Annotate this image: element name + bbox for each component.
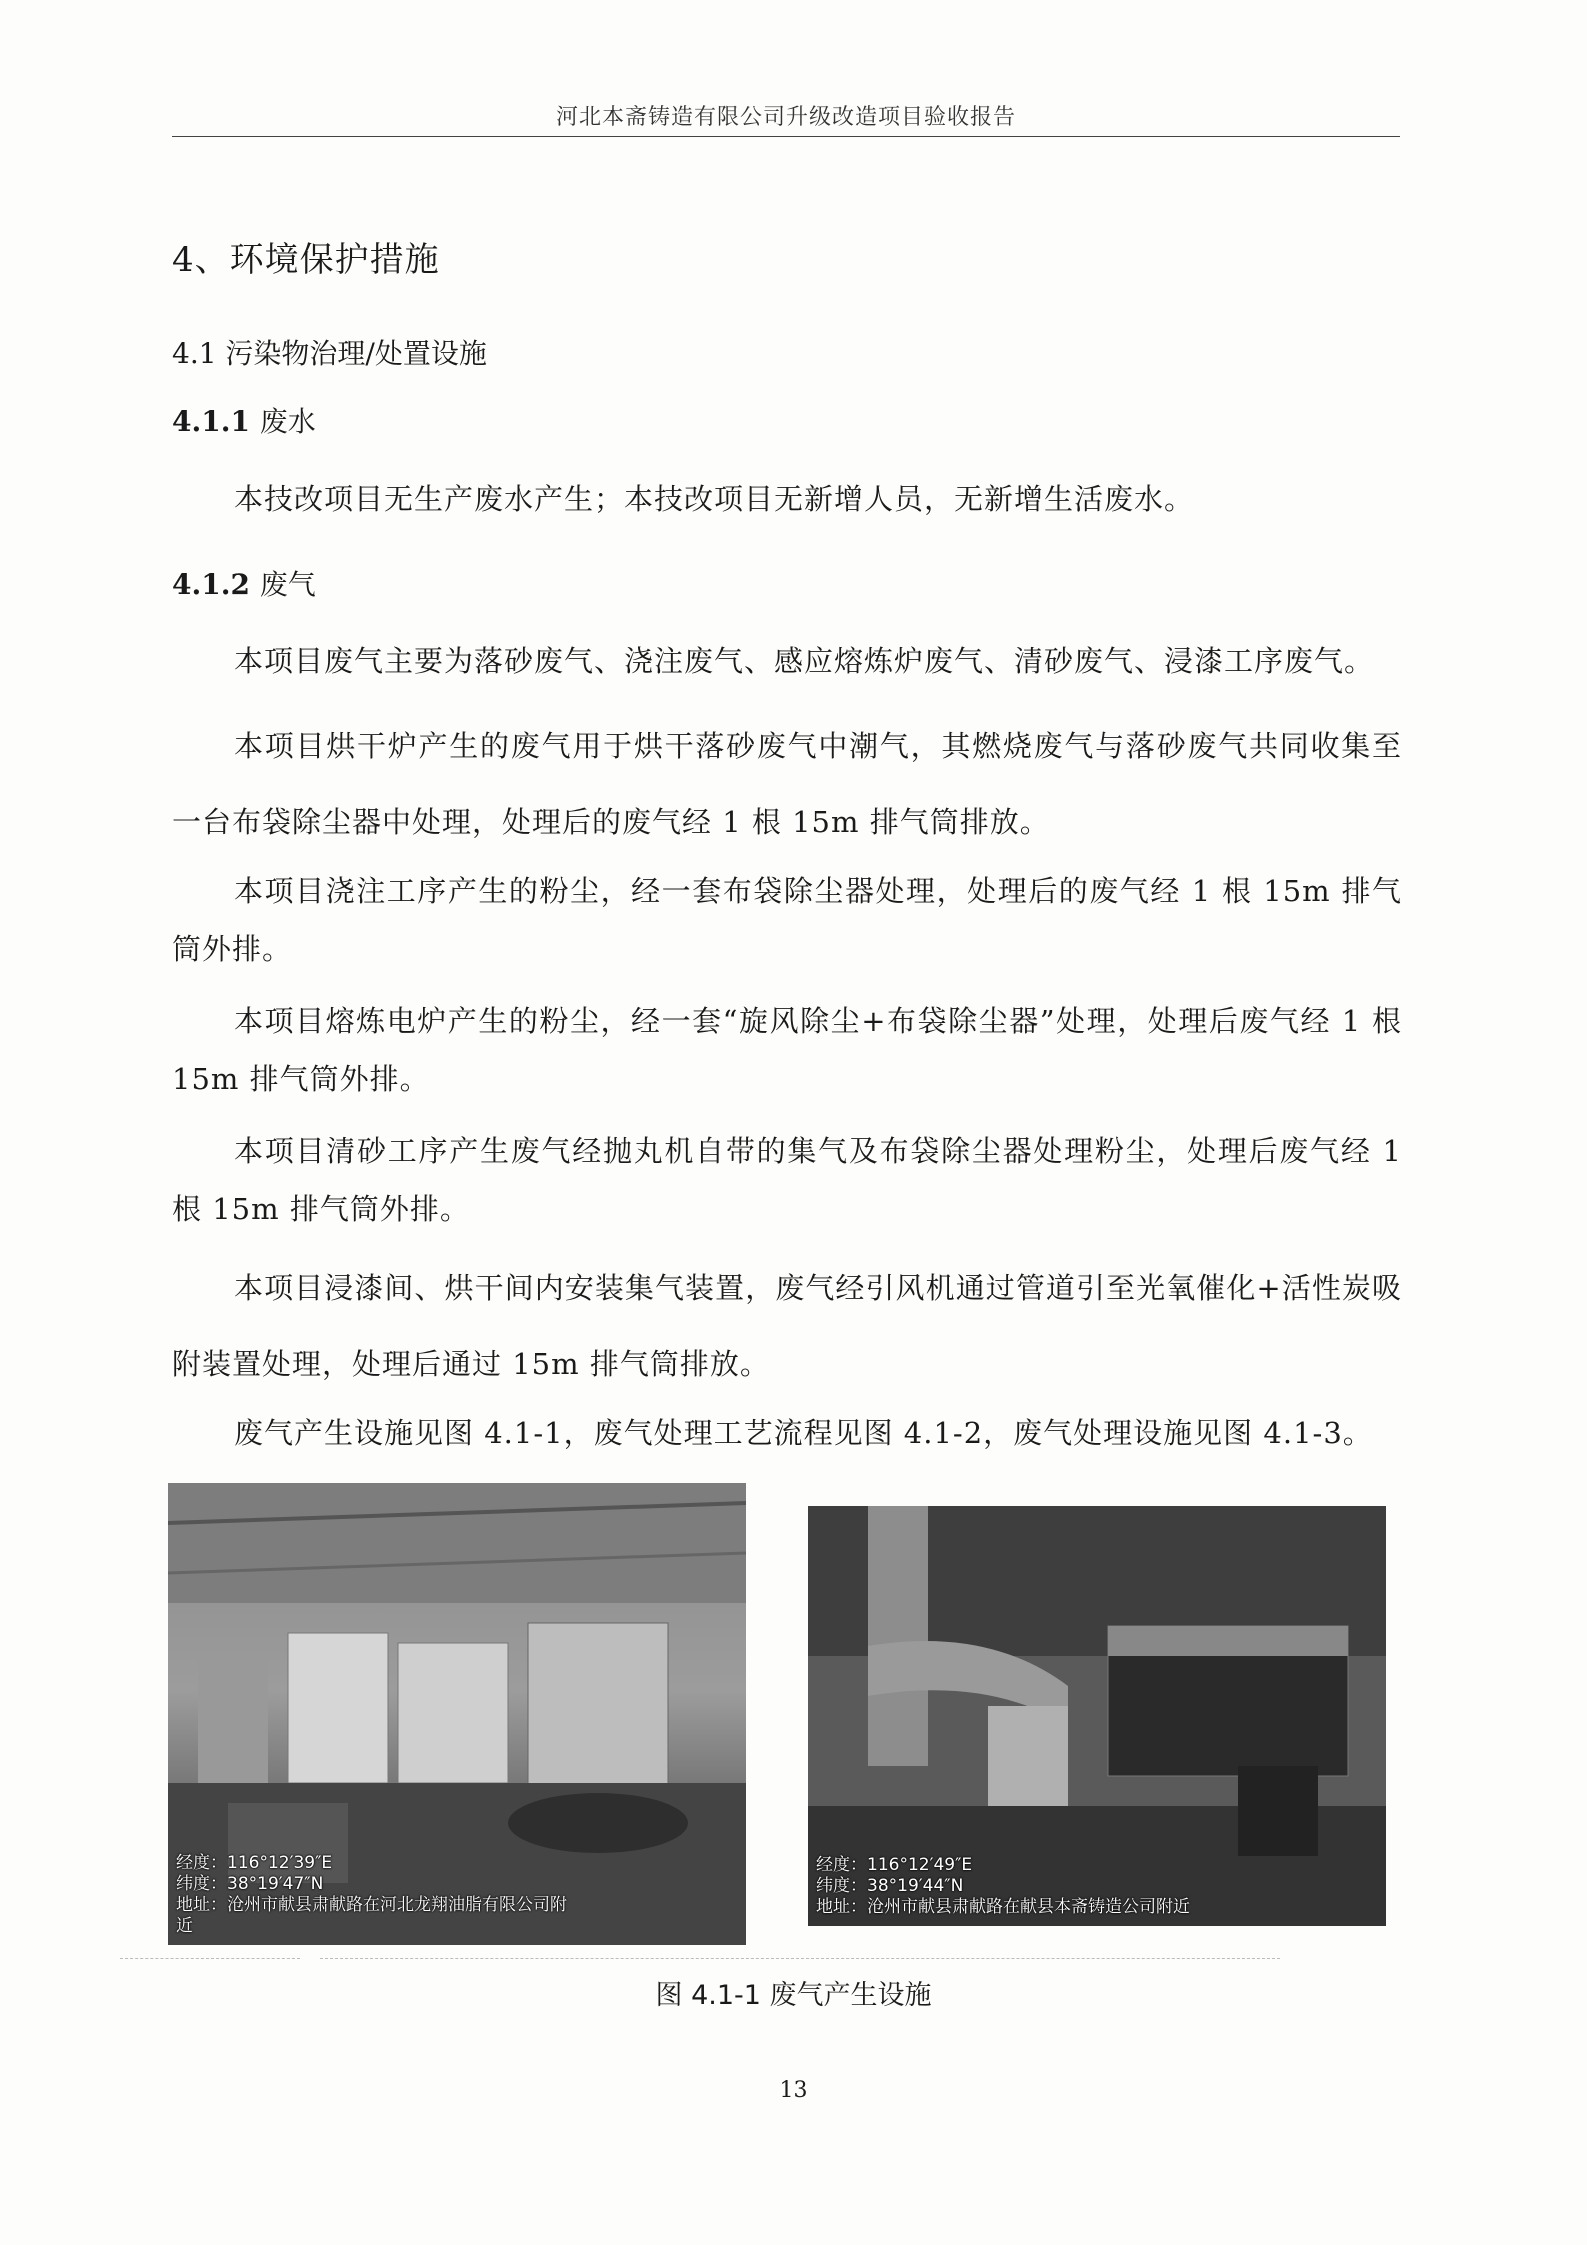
wastewater-heading bbox=[172, 400, 316, 440]
exhaust-number: 4.1.2 bbox=[172, 568, 250, 601]
exhaust-paragraph-3: 本项目浇注工序产生的粉尘，经一套布袋除尘器处理，处理后的废气经 1 根 15m 排气筒外排。 bbox=[172, 874, 1402, 966]
photo-longitude: 经度：116°12′39″E bbox=[176, 1853, 333, 1873]
page-number: 13 bbox=[779, 2078, 808, 2103]
exhaust-heading bbox=[172, 563, 316, 603]
photo-address: 地址：沧州市献县肃献路在河北龙翔油脂有限公司附 bbox=[176, 1895, 567, 1915]
photo-geo-caption bbox=[176, 1853, 567, 1937]
running-header: 河北本斋铸造有限公司升级改造项目验收报告 bbox=[555, 105, 1016, 130]
exhaust-paragraph-6: 本项目浸漆间、烘干间内安装集气装置，废气经引风机通过管道引至光氧催化+活性炭吸附装置处理，处理后通过 15m 排气筒排放。 bbox=[172, 1271, 1402, 1381]
exhaust-label: 废气 bbox=[259, 568, 316, 601]
subsection-title: 4.1 污染物治理/处置设施 bbox=[172, 337, 487, 370]
photo-latitude: 纬度：38°19′44″N bbox=[816, 1876, 964, 1896]
figure-caption: 图 4.1-1 废气产生设施 bbox=[655, 1980, 932, 2011]
photo-dust-collector bbox=[808, 1506, 1386, 1926]
photo-latitude: 纬度：38°19′47″N bbox=[176, 1874, 324, 1894]
wastewater-number: 4.1.1 bbox=[172, 405, 250, 438]
photo-address-cont: 近 bbox=[176, 1916, 193, 1936]
section-title: 4、环境保护措施 bbox=[172, 240, 440, 280]
exhaust-paragraph-7: 废气产生设施见图 4.1-1，废气处理工艺流程见图 4.1-2，废气处理设施见图 4.1-3。 bbox=[234, 1416, 1373, 1450]
scan-artifact-line bbox=[120, 1958, 300, 1959]
exhaust-paragraph-5: 本项目清砂工序产生废气经抛丸机自带的集气及布袋除尘器处理粉尘，处理后废气经 1 根 15m 排气筒外排。 bbox=[172, 1134, 1402, 1226]
photo-furnace-workshop bbox=[168, 1483, 746, 1945]
exhaust-paragraph-1: 本项目废气主要为落砂废气、浇注废气、感应熔炼炉废气、清砂废气、浸漆工序废气。 bbox=[234, 644, 1375, 678]
photo-geo-caption bbox=[816, 1855, 1190, 1918]
photo-longitude: 经度：116°12′49″E bbox=[816, 1855, 973, 1875]
wastewater-label: 废水 bbox=[259, 405, 316, 438]
header-rule bbox=[172, 136, 1400, 137]
exhaust-paragraph-4: 本项目熔炼电炉产生的粉尘，经一套“旋风除尘+布袋除尘器”处理，处理后废气经 1 根 15m 排气筒外排。 bbox=[172, 1004, 1402, 1096]
wastewater-paragraph: 本技改项目无生产废水产生；本技改项目无新增人员，无新增生活废水。 bbox=[234, 482, 1195, 516]
exhaust-paragraph-2: 本项目烘干炉产生的废气用于烘干落砂废气中潮气，其燃烧废气与落砂废气共同收集至一台布袋除尘器中处理，处理后的废气经 1 根 15m 排气筒排放。 bbox=[172, 729, 1402, 839]
scan-artifact-line bbox=[320, 1958, 1280, 1959]
photo-address: 地址：沧州市献县肃献路在献县本斋铸造公司附近 bbox=[816, 1897, 1190, 1917]
